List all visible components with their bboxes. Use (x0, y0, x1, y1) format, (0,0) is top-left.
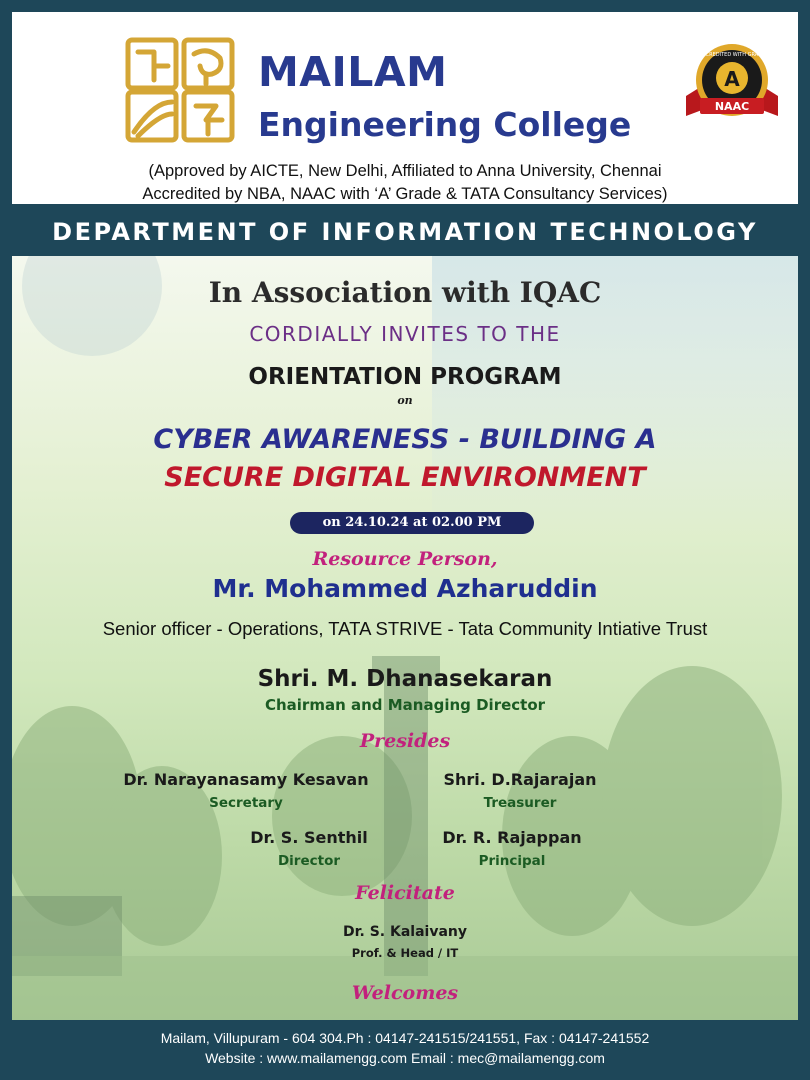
official-name: Shri. D.Rajarajan (443, 770, 597, 789)
official-treasurer (420, 770, 620, 811)
chairman-designation: Chairman and Managing Director (264, 696, 546, 714)
college-logo-icon (124, 36, 236, 144)
felicitate-name: Dr. S. Kalaivany (342, 924, 467, 940)
naac-grade: A (724, 67, 740, 91)
resource-person-name: Mr. Mohammed Azharuddin (212, 574, 598, 603)
accreditation-line-2: Accredited by NBA, NAAC with ‘A’ Grade & TATA Consultancy Services) (142, 185, 668, 203)
official-principal (422, 828, 602, 869)
footer (0, 1020, 810, 1080)
chairman-name: Shri. M. Dhanasekaran (257, 666, 553, 692)
presides-label: Presides (359, 730, 451, 752)
official-designation: Treasurer (483, 795, 557, 811)
footer-address: Mailam, Villupuram - 604 304.Ph : 04147-241515/241551, Fax : 04147-241552 (160, 1030, 650, 1046)
naac-badge (680, 40, 784, 124)
resource-person-label: Resource Person, (312, 548, 498, 570)
official-name: Dr. R. Rajappan (442, 828, 582, 847)
accreditation-line-1: (Approved by AICTE, New Delhi, Affiliated to Anna University, Chennai (148, 162, 662, 180)
felicitate-label: Felicitate (355, 882, 455, 904)
official-name: Dr. Narayanasamy Kesavan (123, 770, 369, 789)
naac-seal-icon (680, 40, 784, 124)
official-designation: Director (277, 853, 341, 869)
official-designation: Secretary (209, 795, 283, 811)
topic-line-2: SECURE DIGITAL ENVIRONMENT (164, 462, 646, 493)
college-subtitle: Engineering College (258, 105, 632, 144)
on-text: on (397, 394, 413, 407)
invites-text: CORDIALLY INVITES TO THE (249, 322, 561, 346)
official-designation: Principal (478, 853, 546, 869)
naac-label: NAAC (714, 100, 750, 113)
department-title: DEPARTMENT OF INFORMATION TECHNOLOGY (52, 218, 758, 246)
felicitate-designation: Prof. & Head / IT (351, 946, 459, 960)
college-name: MAILAM (258, 48, 448, 96)
date-time-badge: on 24.10.24 at 02.00 PM (290, 512, 534, 534)
footer-contact: Website : www.mailamengg.com Email : mec@mailamengg.com (205, 1050, 605, 1066)
invitation-panel (12, 256, 798, 1020)
header (12, 12, 798, 204)
resource-person-designation: Senior officer - Operations, TATA STRIVE - Tata Community Intiative Trust (102, 618, 708, 639)
department-banner (0, 204, 810, 256)
naac-arc-text: ACCREDITED WITH GRADE (698, 52, 766, 58)
program-title: ORIENTATION PROGRAM (248, 364, 562, 390)
official-secretary (96, 770, 396, 811)
welcomes-label: Welcomes (351, 982, 459, 1004)
official-name: Dr. S. Senthil (250, 828, 368, 847)
association-heading: In Association with IQAC (208, 276, 602, 309)
official-director (224, 828, 394, 869)
topic-line-1: CYBER AWARENESS - BUILDING A (153, 424, 657, 455)
